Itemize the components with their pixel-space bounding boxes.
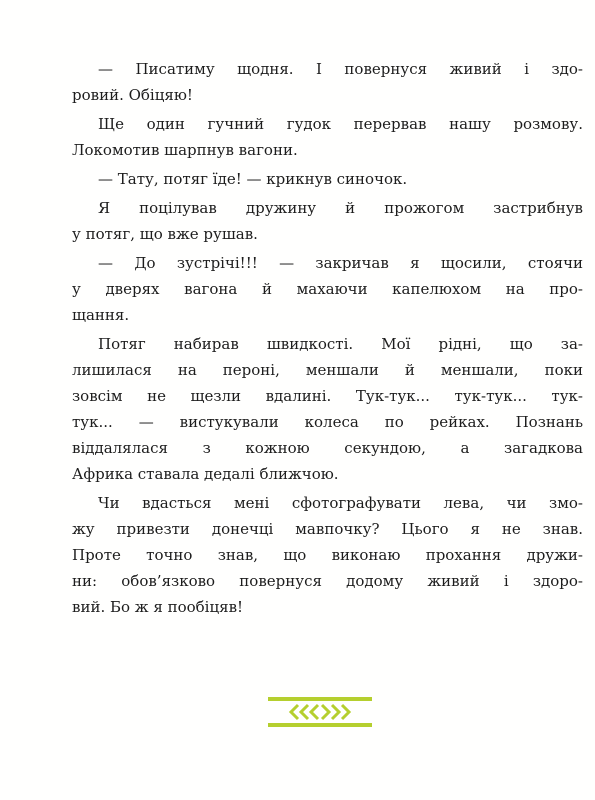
text-line: у дверях вагона й махаючи капелюхом на про-: [72, 280, 583, 298]
text-line: вий. Бо ж я пообіцяв!: [72, 598, 244, 616]
ornament-top-bar: [268, 697, 372, 701]
paragraph: [72, 331, 583, 487]
text-line: у потяг, що вже рушав.: [72, 225, 258, 243]
chevron-ornament-icon: [268, 697, 372, 727]
ornament-chevron-right-1: [322, 705, 329, 719]
ornament-chevron-left-2: [301, 705, 308, 719]
text-line: — Тату, потяг їде! — крикнув синочок.: [98, 170, 408, 188]
text-line: Проте точно знав, що виконаю прохання дружи-: [72, 546, 583, 564]
text-line: щання.: [72, 306, 130, 324]
text-line: Чи вдасться мені сфотографувати лева, чи змо-: [98, 494, 583, 512]
paragraph: [72, 56, 583, 108]
ornament-bottom-bar: [268, 723, 372, 727]
paragraph: [72, 111, 583, 163]
text-line: віддалялася з кожною секундою, а загадкова: [72, 439, 583, 457]
text-line: Я поцілував дружину й прожогом застрибнув: [98, 199, 583, 217]
ornament-chevron-left-1: [291, 705, 298, 719]
text-line: ни: обов’язково повернуся додому живий і здоро-: [72, 572, 583, 590]
ornament-chevron-right-3: [342, 705, 349, 719]
story-text: [72, 56, 583, 623]
text-line: Потяг набирав швидкості. Мої рідні, що за-: [98, 335, 583, 353]
text-line: зовсім не щезли вдалині. Тук-тук... тук-тук... тук-: [72, 387, 583, 405]
paragraph: [72, 166, 583, 192]
text-line: Ще один гучний гудок перервав нашу розмову.: [98, 115, 583, 133]
paragraph: [72, 490, 583, 620]
text-line: — Писатиму щодня. І повернуся живий і здо-: [98, 60, 583, 78]
text-line: лишилася на пероні, меншали й меншали, поки: [72, 361, 583, 379]
text-line: Локомотив шарпнув вагони.: [72, 141, 298, 159]
text-line: тук... — вистукували колеса по рейках. Познань: [72, 413, 583, 431]
ornament-chevron-left-3: [311, 705, 318, 719]
text-line: — До зустрічі!!! — закричав я щосили, стоячи: [98, 254, 583, 272]
ornament-chevron-right-2: [332, 705, 339, 719]
text-line: ровий. Обіцяю!: [72, 86, 193, 104]
paragraph: [72, 195, 583, 247]
text-line: жу привезти донечці мавпочку? Цього я не знав.: [72, 520, 583, 538]
paragraph: [72, 250, 583, 328]
text-line: Африка ставала дедалі ближчою.: [72, 465, 339, 483]
